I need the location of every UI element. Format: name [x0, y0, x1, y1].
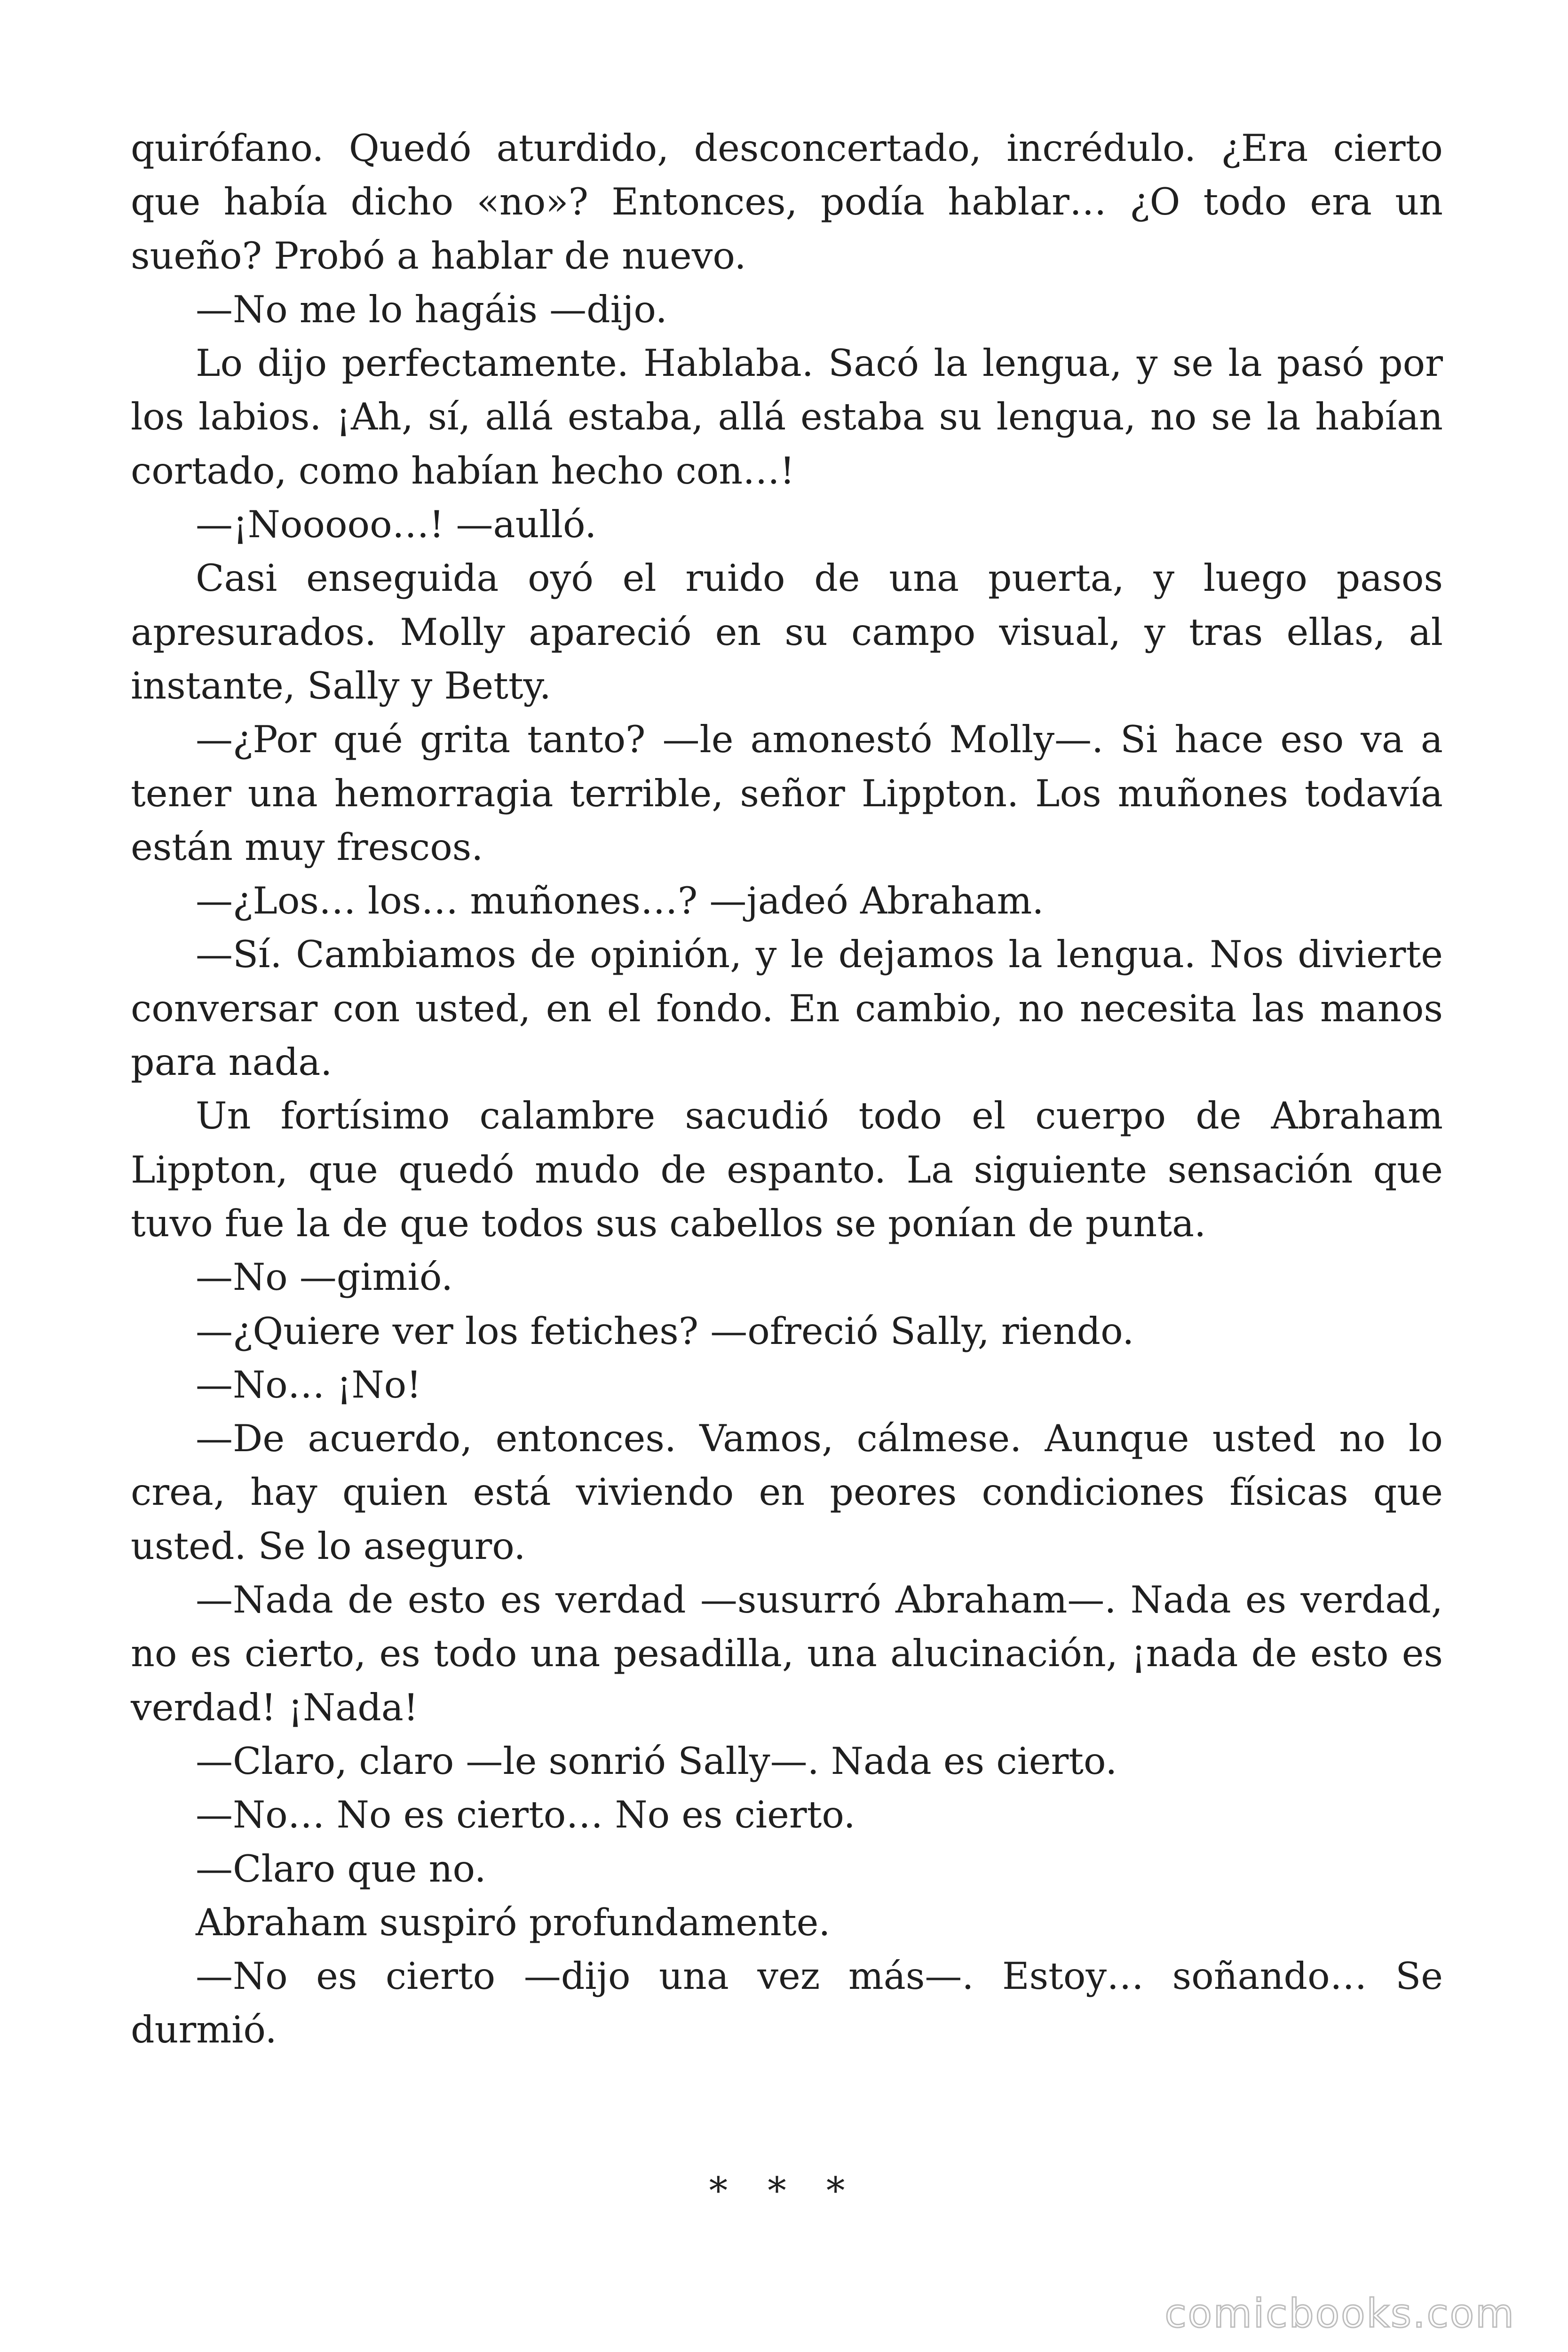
body-text	[131, 121, 1443, 2057]
paragraph-9: Un fortísimo calambre sacudió todo el cuerpo de Abraham Lippton, que quedó mudo de espanto. La siguiente sensación que tuvo fue la de que todos sus cabellos se ponían de punta.	[131, 1094, 1443, 1245]
scene-break: * * *	[709, 2169, 859, 2212]
paragraph-7: —¿Los… los… muñones…? —jadeó Abraham.	[196, 879, 1044, 923]
paragraph-4: —¡Nooooo…! —aulló.	[196, 503, 597, 547]
paragraph-6: —¿Por qué grita tanto? —le amonestó Molly—. Si hace eso va a tener una hemorragia terrible, señor Lippton. Los muñones todavía están muy frescos.	[131, 718, 1443, 869]
paragraph-5: Casi enseguida oyó el ruido de una puerta, y luego pasos apresurados. Molly apareció en su campo visual, y tras ellas, al instante, Sally y Betty.	[131, 556, 1443, 707]
paragraph-12: —No… ¡No!	[196, 1363, 421, 1406]
paragraph-16: —No… No es cierto… No es cierto.	[196, 1793, 855, 1837]
paragraph-19: —No es cierto —dijo una vez más—. Estoy… soñando… Se durmió.	[131, 1955, 1443, 2052]
paragraph-18: Abraham suspiró profundamente.	[196, 1900, 831, 1944]
paragraph-10: —No —gimió.	[196, 1255, 453, 1299]
paragraph-14: —Nada de esto es verdad —susurró Abraham—. Nada es verdad, no es cierto, es todo una pesadilla, una alucinación, ¡nada de esto es verdad! ¡Nada!	[131, 1578, 1443, 1729]
paragraph-2: —No me lo hagáis —dijo.	[196, 287, 667, 331]
paragraph-15: —Claro, claro —le sonrió Sally—. Nada es cierto.	[196, 1739, 1117, 1783]
paragraph-17: —Claro que no.	[196, 1847, 486, 1891]
paragraph-11: —¿Quiere ver los fetiches? —ofreció Sally, riendo.	[196, 1309, 1134, 1353]
watermark-logo: comicbooks.com	[1164, 2290, 1515, 2336]
paragraph-1: quirófano. Quedó aturdido, desconcertado, incrédulo. ¿Era cierto que había dicho «no»? Entonces, podía hablar… ¿O todo era un sueño? Probó a hablar de nuevo.	[131, 127, 1443, 278]
paragraph-13: —De acuerdo, entonces. Vamos, cálmese. Aunque usted no lo crea, hay quien está viviendo en peores condiciones físicas que usted. Se lo aseguro.	[131, 1417, 1443, 1568]
paragraph-3: Lo dijo perfectamente. Hablaba. Sacó la lengua, y se la pasó por los labios. ¡Ah, sí, allá estaba, allá estaba su lengua, no se la habían cortado, como habían hecho con…!	[131, 342, 1443, 493]
paragraph-8: —Sí. Cambiamos de opinión, y le dejamos la lengua. Nos divierte conversar con usted, en el fondo. En cambio, no necesita las manos para nada.	[131, 933, 1443, 1084]
